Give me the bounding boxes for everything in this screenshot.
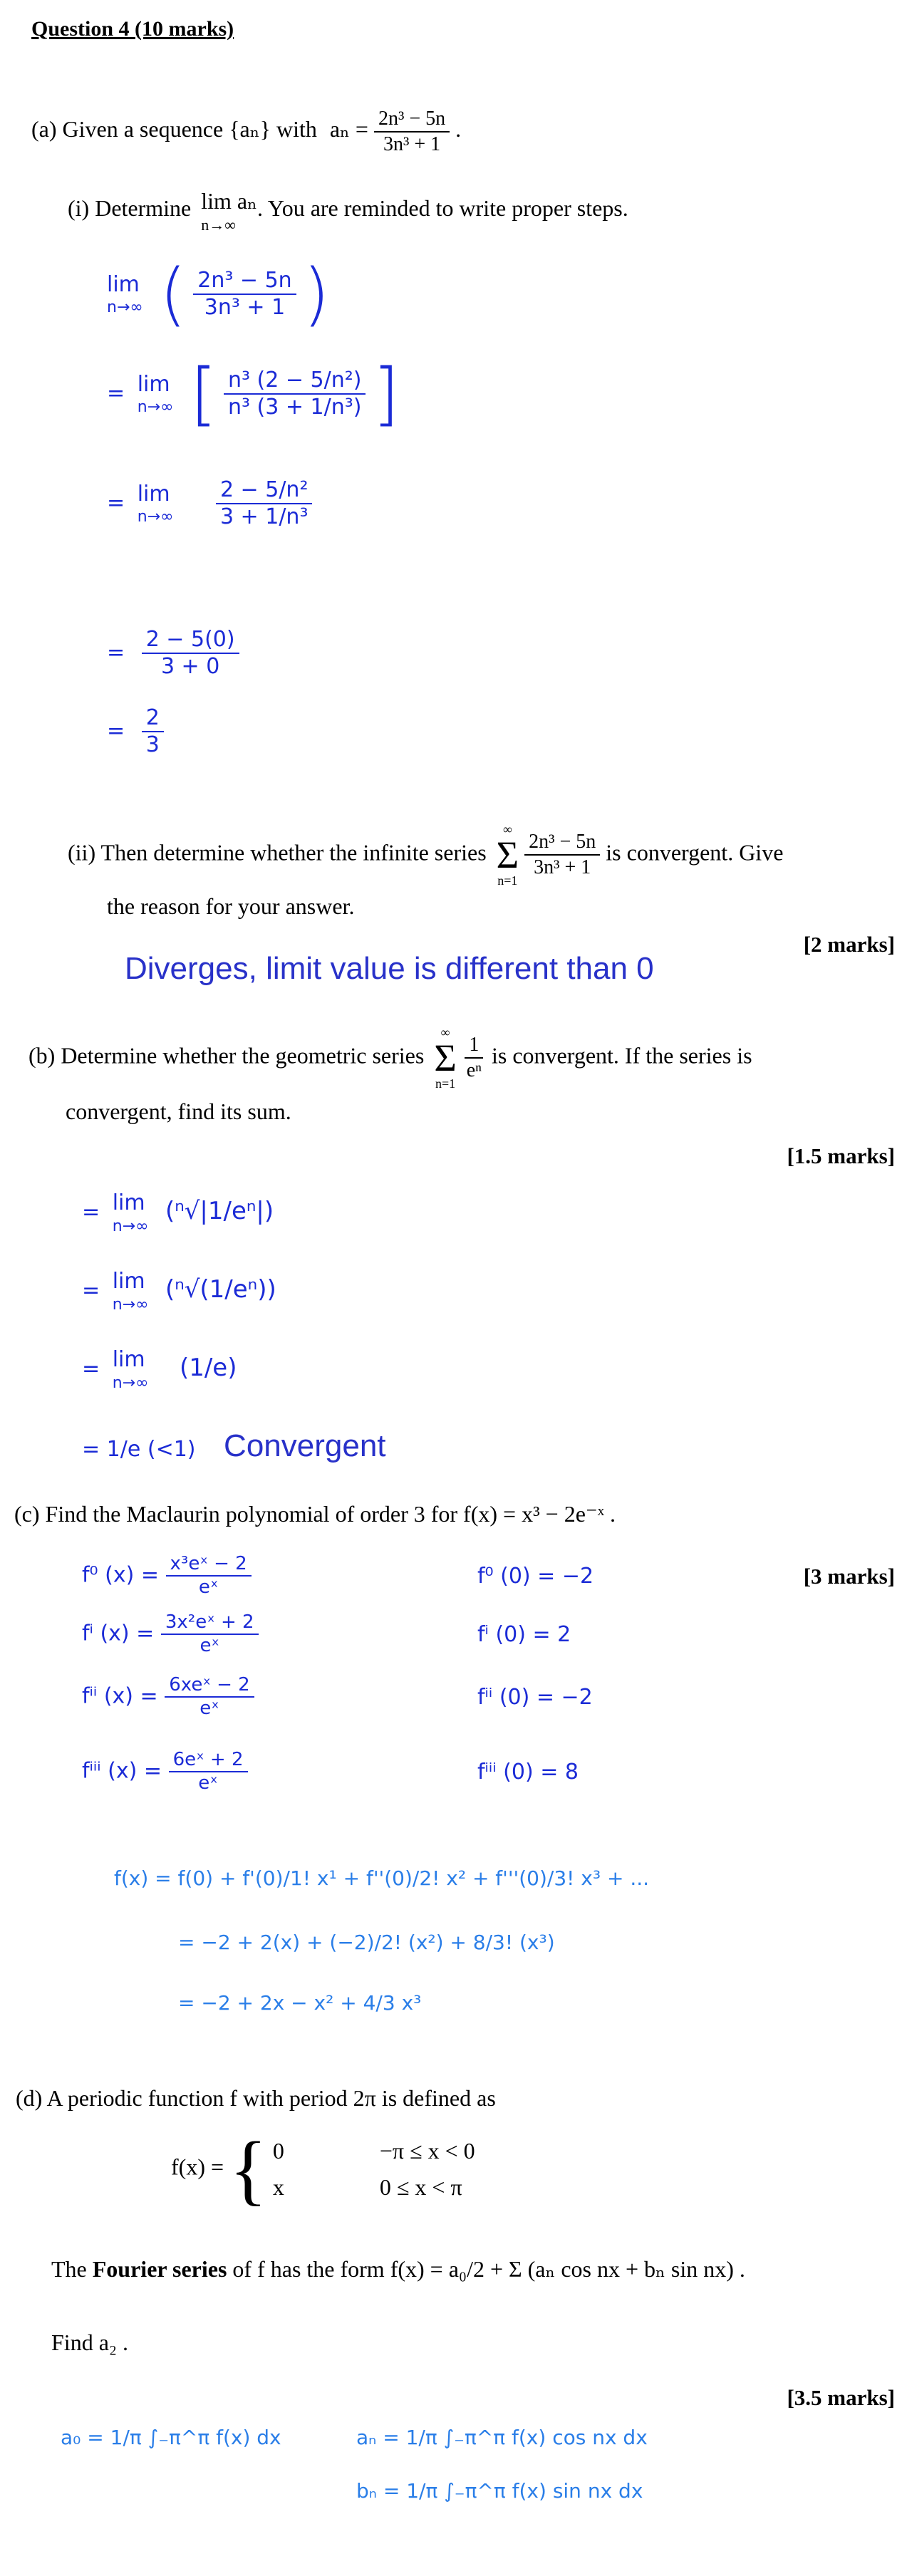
work-i-step3: = lim n→∞ $\frac{\text{2 − 5/n²}}{\text{3 + 1/n³}}$	[107, 477, 312, 530]
part-d-intro-text: A periodic function f with period 2π is defined as	[46, 2085, 496, 2111]
question-title: Question 4 (10 marks)	[31, 17, 234, 41]
part-a-ii-text-post: is convergent. Give	[606, 839, 784, 866]
part-d-label: (d)	[16, 2085, 43, 2111]
deriv-value-1: fⁱ (0) = 2	[477, 1622, 571, 1647]
work-i-step1: lim n→∞ ( $\frac{\text{2n³ − 5n}}{\text{3n³ + 1}}$ )	[107, 254, 330, 334]
a0-formula: a₀ = 1/π ∫₋π^π f(x) dx	[61, 2426, 281, 2449]
part-a-ii-label: (ii)	[68, 839, 96, 866]
part-a-formula-num: 2n³ − 5n	[374, 107, 450, 133]
part-a-i-label: (i)	[68, 195, 90, 222]
work-b-step3: = lim n→∞ (1/e)	[82, 1347, 237, 1392]
part-b-answer: Convergent	[224, 1428, 386, 1463]
part-a-i-lim	[201, 187, 257, 235]
deriv-row-2: fⁱⁱ (x) = $\frac{\text{6xeˣ − 2}}{\text{eˣ}}$	[82, 1674, 254, 1720]
taylor-line-3: = −2 + 2x − x² + 4/3 x³	[178, 1991, 422, 2015]
deriv-value-2: fⁱⁱ (0) = −2	[477, 1685, 593, 1710]
part-a-intro: (a) Given a sequence {aₙ} with aₙ = $\frac{\text{2n³ − 5n}}{\text{3n³ + 1}}$ .	[31, 108, 462, 155]
taylor-line-1: f(x) = f(0) + f'(0)/1! x¹ + f''(0)/2! x² + f'''(0)/3! x³ + ...	[114, 1866, 650, 1890]
part-a-ii-question: (ii) Then determine whether the infinite series ∞ Σ n=1 $\frac{\text{2n³ − 5n}}{\text{3n³ + 1}}$ is convergent. Give	[68, 822, 784, 888]
part-a-ii-text-pre: Then determine whether the infinite series	[100, 839, 487, 866]
part-a-formula-lhs: aₙ =	[329, 115, 368, 142]
part-a-label: (a)	[31, 115, 57, 142]
piecewise-definition: f(x) = { 0 −π ≤ x < 0 x 0 ≤ x < π	[171, 2126, 475, 2213]
part-a-i-lim-text: lim aₙ	[201, 188, 257, 214]
part-a-formula-den: 3n³ + 1	[383, 133, 441, 155]
fourier-series-term: Fourier series	[92, 2256, 227, 2282]
work-i-step2: = lim n→∞ [ $\frac{\text{n³ (2 − 5/n²)}}{\text{n³ (3 + 1/n³)}}$ ]	[107, 354, 400, 434]
part-d-marks: [3.5 marks]	[787, 2385, 895, 2410]
part-b-marks: [1.5 marks]	[787, 1143, 895, 1168]
part-b-label: (b)	[28, 1042, 56, 1069]
deriv-row-0: f⁰ (x) = $\frac{\text{x³eˣ − 2}}{\text{eˣ}}$	[82, 1553, 252, 1599]
work-i-step4: = $\frac{2 - 5(0)}{3 + 0}$	[107, 627, 239, 680]
deriv-value-3: fⁱⁱⁱ (0) = 8	[477, 1760, 579, 1785]
part-a-i-text-post: . You are reminded to write proper steps.	[256, 195, 628, 222]
part-b-line2: convergent, find its sum.	[66, 1099, 291, 1124]
part-c-question	[14, 1500, 616, 1528]
an-formula: aₙ = 1/π ∫₋π^π f(x) cos nx dx	[356, 2426, 648, 2449]
work-b-step2: = lim n→∞ (ⁿ√(1/eⁿ))	[82, 1269, 276, 1314]
part-c-marks: [3 marks]	[803, 1564, 895, 1589]
work-b-step1: = lim n→∞ (ⁿ√|1/eⁿ|)	[82, 1190, 274, 1235]
work-i-step5: = $\frac{2}{3}$	[107, 705, 164, 758]
deriv-row-3: fⁱⁱⁱ (x) = $\frac{\text{6eˣ + 2}}{\text{eˣ}}$	[82, 1749, 248, 1795]
part-a-intro-text: Given a sequence {aₙ} with	[62, 115, 317, 142]
deriv-row-1: fⁱ (x) = $\frac{\text{3x²eˣ + 2}}{\text{eˣ}}$	[82, 1611, 259, 1657]
taylor-line-2: = −2 + 2(x) + (−2)/2! (x²) + 8/3! (x³)	[178, 1931, 555, 1954]
deriv-value-0: f⁰ (0) = −2	[477, 1564, 594, 1589]
part-a-formula-fraction	[374, 107, 450, 156]
part-c-label: (c)	[14, 1501, 40, 1527]
part-a-ii-marks: [2 marks]	[803, 932, 895, 957]
part-b-text-post: is convergent. If the series is	[492, 1042, 752, 1069]
part-d-intro	[16, 2084, 496, 2112]
part-a-ii-answer: Diverges, limit value is different than 0	[125, 951, 654, 986]
part-a-ii-line2: the reason for your answer.	[107, 893, 355, 919]
part-a-i-lim-sub: n→∞	[201, 216, 236, 234]
part-a-i-text-pre: Determine	[95, 195, 192, 222]
part-b-text-pre: Determine whether the geometric series	[61, 1042, 425, 1069]
piecewise-cases: 0 −π ≤ x < 0 x 0 ≤ x < π	[272, 2137, 475, 2200]
part-b-question: (b) Determine whether the geometric series ∞ Σ n=1 $\frac{1}{\text{eⁿ}}$ is convergent. If the series is	[28, 1025, 752, 1091]
part-c-text: Find the Maclaurin polynomial of order 3 for f(x) = x³ − 2e⁻ˣ .	[45, 1501, 616, 1527]
fourier-form: The Fourier series of f has the form f(x) = a₀/2 + Σ (aₙ cos nx + bₙ sin nx) .	[51, 2256, 745, 2282]
work-b-step4: = 1/e (<1) Convergent	[82, 1428, 386, 1463]
bn-formula: bₙ = 1/π ∫₋π^π f(x) sin nx dx	[356, 2479, 643, 2503]
piecewise-lhs: f(x) =	[171, 2154, 224, 2180]
part-a-ii-sigma: ∞ Σ n=1	[496, 822, 519, 888]
part-d-find: Find a₂ .	[51, 2330, 129, 2355]
part-a-i-question	[68, 187, 628, 235]
